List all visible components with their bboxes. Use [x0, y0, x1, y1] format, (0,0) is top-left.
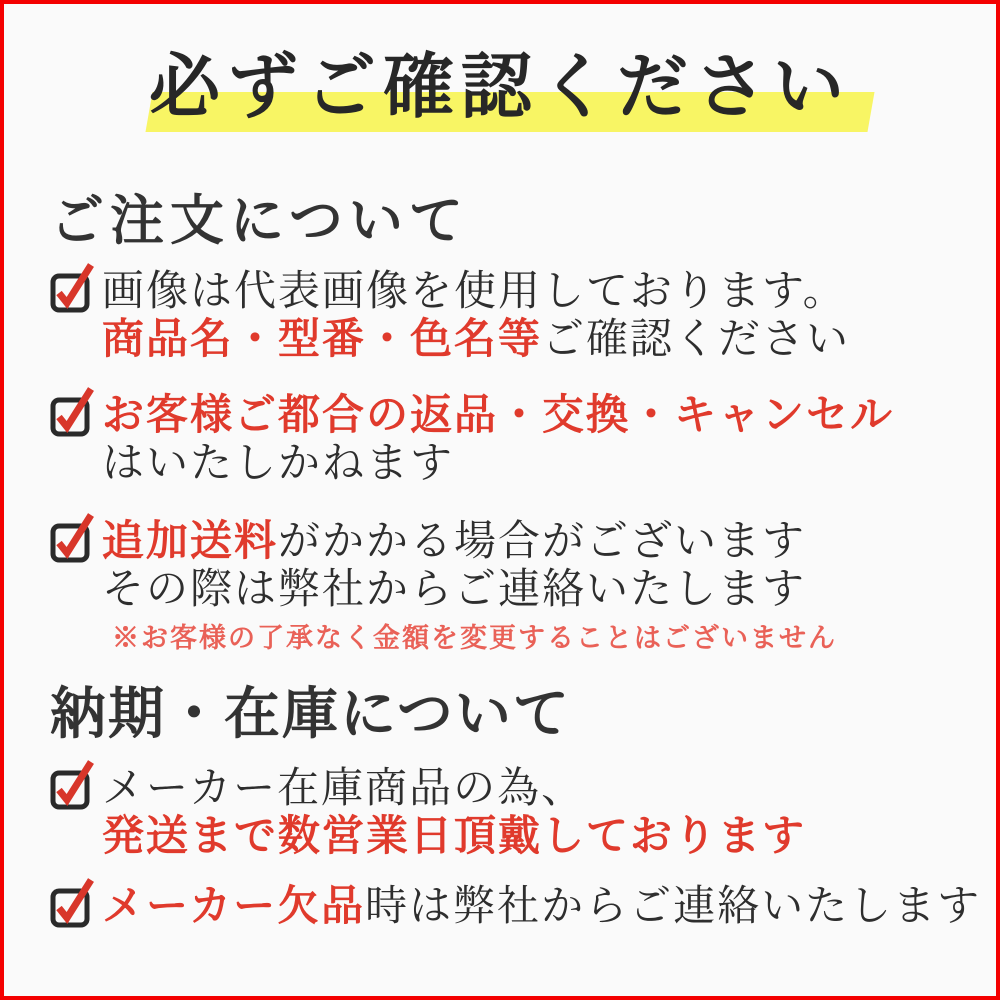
- checked-checkbox-icon: [50, 770, 90, 810]
- item-text-segment-red: お客様ご都合の返品・交換・キャンセル: [102, 393, 895, 439]
- section-heading-order: ご注文について: [50, 191, 469, 251]
- item-note: ※お客様の了承なく金額を変更することはございません: [112, 623, 837, 653]
- page-title-block: [4, 38, 996, 138]
- checklist-item: [50, 765, 966, 861]
- item-text-segment: ご確認ください: [542, 317, 851, 363]
- item-text-segment: メーカー在庫商品の為、: [102, 766, 586, 812]
- item-text-segment-red: 追加送料: [102, 519, 279, 565]
- item-text: [102, 765, 806, 861]
- item-text-segment-red: メーカー欠品: [102, 884, 366, 930]
- checked-checkbox-icon: [50, 888, 90, 928]
- page-title: 必ずご確認ください: [148, 49, 851, 127]
- item-text: [102, 268, 850, 364]
- checklist-item: [50, 392, 966, 488]
- item-text-segment: はいたしかねます: [102, 441, 455, 487]
- item-text: [102, 518, 837, 654]
- item-text-segment: 画像は代表画像を使用しております。: [102, 269, 847, 315]
- item-text: [102, 883, 981, 931]
- item-text-segment: その際は弊社からご連絡いたします: [102, 567, 807, 613]
- checked-checkbox-icon: [50, 523, 90, 563]
- checklist-item: [50, 518, 966, 654]
- notice-content: [4, 190, 996, 931]
- section-heading-stock: 納期・在庫について: [50, 684, 571, 746]
- checked-checkbox-icon: [50, 397, 90, 437]
- item-text-segment-red: 商品名・型番・色名等: [102, 317, 543, 363]
- checked-checkbox-icon: [50, 273, 90, 313]
- item-text-segment: がかかる場合がございます: [278, 519, 807, 565]
- item-text-segment-red: 発送まで数営業日頂戴しております: [102, 814, 807, 860]
- item-text: [102, 392, 894, 488]
- checklist-item: [50, 883, 982, 931]
- checklist-item: [50, 268, 966, 364]
- item-text-segment: 時は弊社からご連絡いたします: [365, 884, 982, 930]
